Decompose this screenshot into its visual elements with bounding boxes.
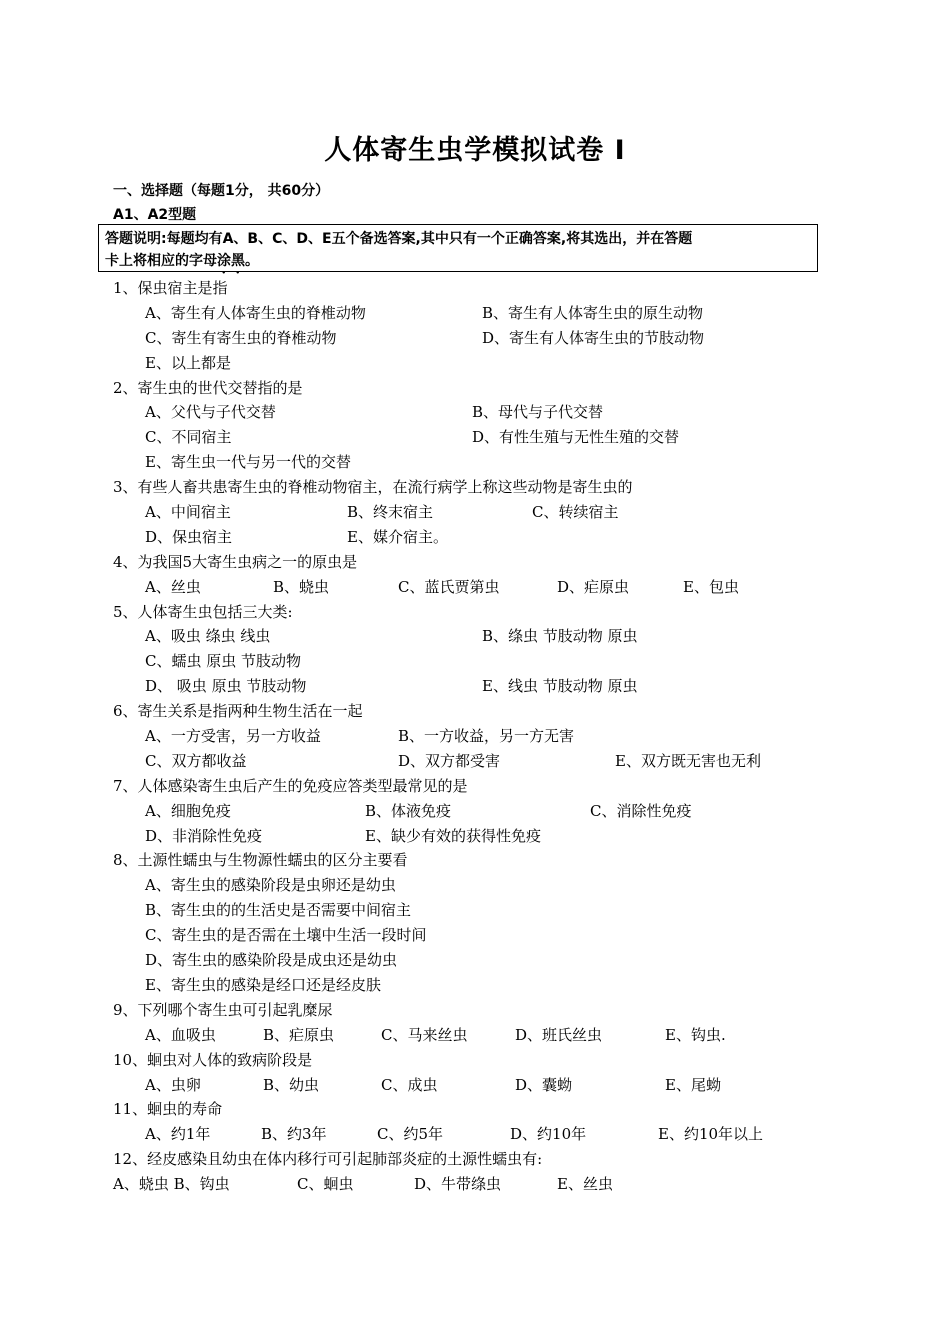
answer-option: B、一方收益，另一方无害 [398, 727, 575, 746]
answer-option: E、丝虫 [557, 1175, 613, 1194]
question-stem: 9、下列哪个寄生虫可引起乳糜尿 [113, 1000, 333, 1019]
answer-option: D、囊蚴 [515, 1075, 573, 1094]
answer-option: B、疟原虫 [263, 1025, 335, 1044]
question-stem: 10、蛔虫对人体的致病阶段是 [113, 1050, 313, 1069]
answer-option: B、蛲虫 [273, 577, 330, 596]
answer-option: C、寄生有寄生虫的脊椎动物 [145, 328, 337, 347]
answer-option: B、母代与子代交替 [472, 403, 604, 422]
answer-option: D、 吸虫 原虫 节肢动物 [145, 677, 307, 696]
instructions-line-1: 答题说明:每题均有A、B、C、D、E五个备选答案,其中只有一个正确答案,将其选出，并在答题 [105, 231, 693, 247]
option-row [0, 1172, 950, 1197]
question-stem: 2、寄生虫的世代交替指的是 [113, 378, 303, 397]
answer-option: C、蛔虫 [297, 1175, 354, 1194]
question-stem: 1、保虫宿主是指 [113, 279, 228, 297]
answer-option: B、约3年 [261, 1125, 327, 1144]
question-list [0, 276, 950, 1197]
option-row [0, 1073, 950, 1098]
exam-title: 人体寄生虫学模拟试卷 I [324, 135, 626, 166]
answer-option: D、寄生虫的感染阶段是成虫还是幼虫 [145, 951, 398, 970]
answer-option: A、约1年 [145, 1125, 211, 1144]
answer-option: D、保虫宿主 [145, 527, 233, 546]
answer-option: D、班氏丝虫 [515, 1025, 603, 1044]
answer-option: A、丝虫 [145, 577, 201, 596]
answer-option: E、缺少有效的获得性免疫 [365, 826, 541, 845]
answer-option: C、双方都收益 [145, 751, 247, 770]
answer-option: D、非消除性免疫 [145, 826, 263, 845]
answer-option: B、寄生虫的的生活史是否需要中间宿主 [145, 901, 412, 920]
answer-option: E、钩虫. [665, 1025, 726, 1044]
question-stem: 4、为我国5大寄生虫病之一的原虫是 [113, 552, 358, 571]
option-row [0, 948, 950, 973]
answer-option: A、血吸虫 [145, 1025, 216, 1044]
answer-option: D、双方都受害 [398, 751, 501, 770]
answer-option: A、一方受害，另一方收益 [145, 727, 321, 746]
answer-option: D、有性生殖与无性生殖的交替 [472, 428, 680, 447]
answer-option: C、转续宿主 [532, 503, 619, 522]
option-row [0, 898, 950, 923]
answer-option: A、吸虫 绦虫 线虫 [145, 627, 271, 646]
answer-option: A、寄生有人体寄生虫的脊椎动物 [145, 303, 366, 322]
answer-option: C、约5年 [377, 1125, 444, 1144]
question-stem: 6、寄生关系是指两种生物生活在一起 [113, 702, 363, 721]
option-row [0, 799, 950, 824]
question-stem: 5、人体寄生虫包括三大类: [113, 602, 293, 621]
option-row [0, 351, 950, 376]
answer-option: C、不同宿主 [145, 428, 232, 447]
option-row [0, 1023, 950, 1048]
answer-option: B、体液免疫 [365, 801, 452, 820]
answer-option: C、马来丝虫 [381, 1025, 468, 1044]
answer-option: C、蓝氏贾第虫 [398, 577, 500, 596]
question-stem: 3、有些人畜共患寄生虫的脊椎动物宿主，在流行病学上称这些动物是寄生虫的 [113, 478, 633, 497]
answer-option: A、中间宿主 [145, 503, 231, 522]
option-row [0, 674, 950, 699]
answer-option: B、终末宿主 [347, 503, 434, 522]
option-row [0, 1122, 950, 1147]
option-row [0, 724, 950, 749]
answer-option: E、双方既无害也无利 [615, 751, 761, 770]
answer-option: B、幼虫 [263, 1075, 320, 1094]
answer-option: D、寄生有人体寄生虫的节肢动物 [482, 328, 705, 347]
answer-option: B、绦虫 节肢动物 原虫 [482, 627, 638, 646]
option-row [0, 450, 950, 475]
option-row [0, 425, 950, 450]
answer-option: D、牛带绦虫 [414, 1175, 502, 1194]
answer-option: A、细胞免疫 [145, 801, 231, 820]
answer-option: E、约10年以上 [658, 1125, 764, 1144]
answer-option: E、线虫 节肢动物 原虫 [482, 677, 638, 696]
question-stem: 11、蛔虫的寿命 [113, 1100, 223, 1119]
answer-option: D、疟原虫 [557, 577, 630, 596]
answer-option: E、媒介宿主。 [347, 527, 448, 546]
option-row [0, 500, 950, 525]
answer-option: C、成虫 [381, 1075, 438, 1094]
section-heading: 一、选择题（每题1分， 共60分） [113, 183, 330, 199]
answer-option: B、寄生有人体寄生虫的原生动物 [482, 303, 704, 322]
answer-option: E、尾蚴 [665, 1075, 721, 1094]
option-row [0, 326, 950, 351]
answer-option: E、以上都是 [145, 353, 231, 372]
instructions-line-2: 卡上将相应的字母涂黑。 [105, 253, 259, 269]
option-row [0, 873, 950, 898]
subsection-heading: A1、A2型题 [113, 207, 197, 223]
option-row [0, 649, 950, 674]
answer-option: E、寄生虫一代与另一代的交替 [145, 453, 351, 472]
option-row [0, 624, 950, 649]
answer-option: E、寄生虫的感染是经口还是经皮肤 [145, 975, 381, 994]
option-row [0, 749, 950, 774]
question-stem: 12、经皮感染且幼虫在体内移行可引起肺部炎症的土源性蠕虫有: [113, 1150, 543, 1169]
question-stem: 8、土源性蠕虫与生物源性蠕虫的区分主要看 [113, 851, 408, 870]
answer-option: C、寄生虫的是否需在土壤中生活一段时间 [145, 926, 427, 945]
answer-option: C、蠕虫 原虫 节肢动物 [145, 652, 302, 671]
answer-option: E、包虫 [683, 577, 739, 596]
answer-option: A、蛲虫 B、钩虫 [113, 1175, 230, 1194]
answer-option: A、父代与子代交替 [145, 403, 276, 422]
option-row [0, 973, 950, 998]
option-row [0, 301, 950, 326]
option-row [0, 824, 950, 849]
option-row [0, 400, 950, 425]
option-row [0, 525, 950, 550]
question-stem: 7、人体感染寄生虫后产生的免疫应答类型最常见的是 [113, 776, 468, 795]
option-row [0, 923, 950, 948]
answer-option: D、约10年 [510, 1125, 587, 1144]
answer-option: C、消除性免疫 [590, 801, 692, 820]
answer-option: A、虫卵 [145, 1075, 201, 1094]
emphasis-text: 涂黑 [217, 253, 245, 269]
instructions-box [98, 224, 818, 272]
option-row [0, 575, 950, 600]
answer-option: A、寄生虫的感染阶段是虫卵还是幼虫 [145, 876, 396, 895]
